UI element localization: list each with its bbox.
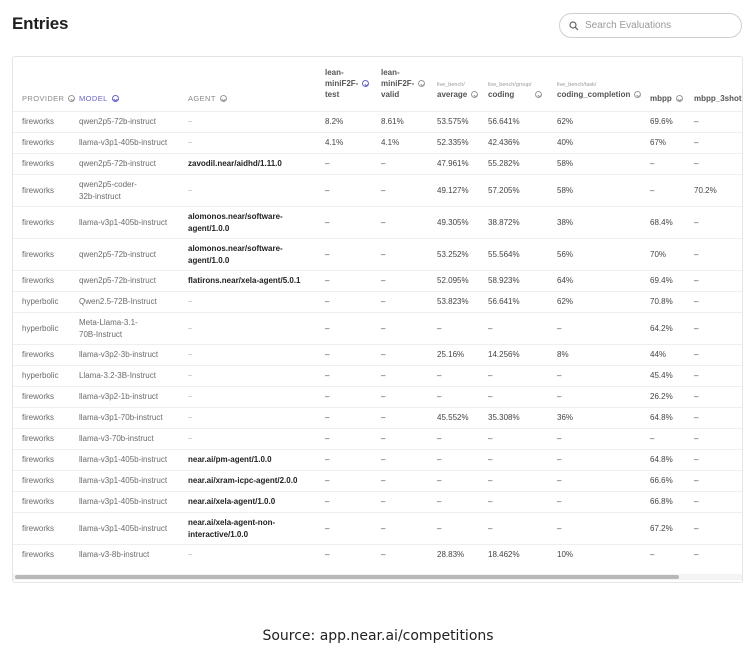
cell-agent: – — [188, 434, 193, 443]
table-row[interactable] — [13, 238, 742, 270]
cell-coding: – — [488, 455, 493, 464]
cell-mbpp3: – — [694, 476, 699, 485]
cell-provider: fireworks — [22, 550, 55, 559]
cell-provider: fireworks — [22, 217, 55, 227]
table-header — [13, 57, 742, 111]
cell-mbpp: 67.2% — [650, 523, 673, 533]
cell-model: Meta-Llama-3.1- 70B-Instruct — [79, 317, 138, 339]
cell-lean-valid: – — [381, 217, 386, 227]
sort-icon[interactable] — [676, 95, 683, 102]
column-header-livebench-average[interactable]: live_bench/ average — [437, 82, 478, 100]
cell-mbpp: 69.4% — [650, 276, 673, 285]
cell-mbpp3: – — [694, 276, 699, 285]
cell-lean-valid: – — [381, 159, 386, 168]
cell-cc: – — [557, 497, 562, 506]
cell-cc: 56% — [557, 249, 574, 259]
cell-model: qwen2p5-72b-instruct — [79, 276, 156, 285]
cell-model: llama-v3-70b-instruct — [79, 434, 154, 443]
cell-avg: 52.335% — [437, 138, 469, 147]
cell-mbpp: – — [650, 185, 655, 195]
cell-lean-valid: – — [381, 350, 386, 359]
cell-model: llama-v3-8b-instruct — [79, 550, 150, 559]
cell-provider: fireworks — [22, 159, 55, 168]
cell-agent: near.ai/xram-icpc-agent/2.0.0 — [188, 476, 298, 485]
cell-provider: fireworks — [22, 350, 55, 359]
cell-lean-valid: – — [381, 476, 386, 485]
cell-coding: – — [488, 476, 493, 485]
cell-avg: 53.252% — [437, 249, 469, 259]
cell-mbpp3: – — [694, 392, 699, 401]
cell-avg: – — [437, 392, 442, 401]
cell-cc: 64% — [557, 276, 574, 285]
cell-provider: fireworks — [22, 117, 55, 126]
cell-mbpp: 64.8% — [650, 455, 673, 464]
cell-agent: alomonos.near/software- agent/1.0.0 — [188, 211, 283, 233]
table-row[interactable] — [13, 270, 742, 291]
cell-lean-test: – — [325, 497, 330, 506]
cell-coding: – — [488, 523, 493, 533]
cell-lean-test: 4.1% — [325, 138, 344, 147]
cell-cc: 58% — [557, 159, 574, 168]
sort-icon[interactable] — [471, 91, 478, 98]
cell-model: Qwen2.5-72B-Instruct — [79, 297, 157, 306]
cell-lean-valid: – — [381, 276, 386, 285]
cell-mbpp3: – — [694, 138, 699, 147]
cell-mbpp3: – — [694, 217, 699, 227]
cell-provider: fireworks — [22, 392, 55, 401]
cell-avg: – — [437, 371, 442, 380]
cell-mbpp3: – — [694, 249, 699, 259]
cell-mbpp3: – — [694, 413, 699, 422]
cell-lean-test: – — [325, 455, 330, 464]
cell-avg: 52.095% — [437, 276, 469, 285]
cell-agent: – — [188, 138, 193, 147]
cell-mbpp: 64.2% — [650, 323, 673, 333]
sort-icon[interactable] — [535, 91, 542, 98]
cell-avg: 53.575% — [437, 117, 469, 126]
cell-coding: – — [488, 497, 493, 506]
cell-cc: – — [557, 392, 562, 401]
table-row[interactable] — [13, 491, 742, 512]
cell-model: Llama-3.2-3B-Instruct — [79, 371, 156, 380]
cell-provider: hyperbolic — [22, 323, 59, 333]
cell-avg: 47.961% — [437, 159, 469, 168]
column-header-livebench-coding[interactable]: live_bench/group/ coding — [488, 82, 542, 100]
cell-avg: 25.16% — [437, 350, 465, 359]
cell-mbpp3: – — [694, 323, 699, 333]
cell-model: qwen2p5-72b-instruct — [79, 249, 156, 259]
sort-icon[interactable] — [220, 95, 227, 102]
cell-lean-test: – — [325, 185, 330, 195]
cell-coding: 56.641% — [488, 117, 520, 126]
cell-agent: flatirons.near/xela-agent/5.0.1 — [188, 276, 301, 285]
cell-lean-valid: – — [381, 413, 386, 422]
cell-coding: 14.256% — [488, 350, 520, 359]
cell-model: llama-v3p1-405b-instruct — [79, 497, 168, 506]
cell-mbpp3: – — [694, 159, 699, 168]
column-header-agent[interactable]: AGENT — [188, 93, 227, 104]
cell-lean-valid: 8.61% — [381, 117, 404, 126]
cell-provider: fireworks — [22, 476, 55, 485]
cell-lean-valid: – — [381, 185, 386, 195]
table-row[interactable] — [13, 449, 742, 470]
cell-provider: hyperbolic — [22, 371, 59, 380]
cell-mbpp: 45.4% — [650, 371, 673, 380]
cell-model: llama-v3p2-3b-instruct — [79, 350, 159, 359]
cell-mbpp: 26.2% — [650, 392, 673, 401]
cell-mbpp: – — [650, 434, 655, 443]
cell-cc: – — [557, 371, 562, 380]
cell-mbpp3: – — [694, 434, 699, 443]
source-caption: Source: app.near.ai/competitions — [262, 628, 494, 644]
cell-mbpp: 69.6% — [650, 117, 673, 126]
cell-lean-test: – — [325, 249, 330, 259]
cell-model: llama-v3p1-405b-instruct — [79, 476, 168, 485]
cell-model: qwen2p5-coder- 32b-instruct — [79, 179, 137, 201]
cell-lean-valid: – — [381, 371, 386, 380]
cell-agent: – — [188, 392, 193, 401]
cell-lean-test: – — [325, 323, 330, 333]
cell-coding: 58.923% — [488, 276, 520, 285]
cell-lean-test: – — [325, 434, 330, 443]
cell-model: llama-v3p1-405b-instruct — [79, 523, 168, 533]
cell-lean-valid: – — [381, 323, 386, 333]
cell-mbpp: – — [650, 550, 655, 559]
cell-cc: 10% — [557, 550, 574, 559]
sort-icon[interactable] — [634, 91, 641, 98]
cell-mbpp: 70.8% — [650, 297, 673, 306]
cell-lean-valid: – — [381, 455, 386, 464]
cell-lean-valid: 4.1% — [381, 138, 400, 147]
table-row[interactable] — [13, 312, 742, 344]
sort-icon[interactable] — [418, 80, 425, 87]
table-row[interactable] — [13, 344, 742, 365]
cell-model: llama-v3p1-405b-instruct — [79, 455, 168, 464]
cell-cc: – — [557, 434, 562, 443]
cell-mbpp: 66.6% — [650, 476, 673, 485]
cell-cc: 36% — [557, 413, 574, 422]
cell-provider: fireworks — [22, 276, 55, 285]
table-row[interactable] — [13, 428, 742, 449]
cell-cc: 40% — [557, 138, 574, 147]
table-row[interactable] — [13, 206, 742, 238]
cell-provider: fireworks — [22, 434, 55, 443]
cell-mbpp3: – — [694, 297, 699, 306]
column-header-lean-valid[interactable]: lean- miniF2F- valid — [381, 67, 425, 100]
cell-coding: 55.564% — [488, 249, 520, 259]
cell-lean-test: – — [325, 276, 330, 285]
cell-mbpp3: – — [694, 350, 699, 359]
cell-lean-test: – — [325, 350, 330, 359]
cell-lean-valid: – — [381, 497, 386, 506]
cell-model: llama-v3p1-70b-instruct — [79, 413, 163, 422]
cell-lean-test: – — [325, 550, 330, 559]
cell-coding: 57.205% — [488, 185, 520, 195]
sort-icon[interactable] — [362, 80, 369, 87]
cell-cc: 62% — [557, 297, 574, 306]
cell-coding: – — [488, 371, 493, 380]
cell-model: llama-v3p1-405b-instruct — [79, 138, 168, 147]
cell-cc: – — [557, 455, 562, 464]
sort-icon[interactable] — [68, 95, 75, 102]
cell-cc: – — [557, 323, 562, 333]
cell-lean-test: – — [325, 523, 330, 533]
cell-provider: fireworks — [22, 413, 55, 422]
column-header-livebench-coding-completion[interactable]: live_bench/task/ coding_completion — [557, 82, 641, 100]
cell-cc: – — [557, 476, 562, 485]
table-row[interactable] — [13, 132, 742, 153]
cell-coding: 18.462% — [488, 550, 520, 559]
cell-agent: near.ai/xela-agent/1.0.0 — [188, 497, 276, 506]
cell-coding: – — [488, 323, 493, 333]
cell-provider: fireworks — [22, 497, 55, 506]
cell-avg: – — [437, 323, 442, 333]
table-row[interactable] — [13, 111, 742, 132]
cell-agent: near.ai/pm-agent/1.0.0 — [188, 455, 272, 464]
cell-lean-valid: – — [381, 523, 386, 533]
cell-model: qwen2p5-72b-instruct — [79, 159, 156, 168]
cell-lean-test: – — [325, 413, 330, 422]
column-header-provider[interactable]: PROVIDER — [22, 93, 75, 104]
cell-model: llama-v3p1-405b-instruct — [79, 217, 168, 227]
cell-agent: – — [188, 297, 193, 306]
cell-agent: – — [188, 371, 193, 380]
search-icon — [569, 21, 579, 31]
cell-avg: 49.127% — [437, 185, 469, 195]
cell-provider: fireworks — [22, 138, 55, 147]
cell-coding: 55.282% — [488, 159, 520, 168]
cell-mbpp: 64.8% — [650, 413, 673, 422]
cell-agent: zavodil.near/aidhd/1.11.0 — [188, 159, 282, 168]
entries-table — [12, 56, 743, 583]
cell-avg: 53.823% — [437, 297, 469, 306]
cell-lean-test: – — [325, 371, 330, 380]
cell-mbpp: 44% — [650, 350, 667, 359]
page-title: Entries — [12, 14, 69, 33]
cell-mbpp3: – — [694, 371, 699, 380]
cell-coding: – — [488, 434, 493, 443]
cell-coding: 42.436% — [488, 138, 520, 147]
cell-lean-test: – — [325, 159, 330, 168]
cell-lean-test: 8.2% — [325, 117, 344, 126]
cell-lean-valid: – — [381, 392, 386, 401]
cell-avg: – — [437, 476, 442, 485]
cell-cc: 62% — [557, 117, 574, 126]
cell-mbpp3: – — [694, 117, 699, 126]
table-row[interactable] — [13, 174, 742, 206]
cell-mbpp3: – — [694, 523, 699, 533]
cell-mbpp: – — [650, 159, 655, 168]
cell-provider: fireworks — [22, 523, 55, 533]
cell-mbpp: 70% — [650, 249, 667, 259]
cell-mbpp3: 70.2% — [694, 185, 717, 195]
table-row[interactable] — [13, 291, 742, 312]
column-header-mbpp-3shot[interactable]: mbpp_3shot — [694, 94, 742, 103]
cell-lean-test: – — [325, 217, 330, 227]
cell-cc: 38% — [557, 217, 574, 227]
column-header-mbpp[interactable]: mbpp — [650, 93, 683, 104]
cell-agent: – — [188, 550, 193, 559]
search-box[interactable] — [559, 13, 742, 38]
cell-avg: 28.83% — [437, 550, 465, 559]
cell-lean-valid: – — [381, 434, 386, 443]
table-row[interactable] — [13, 407, 742, 428]
cell-provider: fireworks — [22, 455, 55, 464]
cell-provider: fireworks — [22, 185, 55, 195]
cell-agent: – — [188, 117, 193, 126]
cell-lean-valid: – — [381, 550, 386, 559]
cell-agent: – — [188, 323, 193, 333]
cell-lean-test: – — [325, 297, 330, 306]
cell-coding: 56.641% — [488, 297, 520, 306]
cell-lean-test: – — [325, 476, 330, 485]
cell-avg: 49.305% — [437, 217, 469, 227]
table-row[interactable] — [13, 365, 742, 386]
cell-coding: 35.308% — [488, 413, 520, 422]
cell-cc: 8% — [557, 350, 569, 359]
cell-cc: 58% — [557, 185, 574, 195]
column-header-lean-test[interactable]: lean- miniF2F- test — [325, 67, 369, 100]
column-header-model[interactable]: MODEL — [79, 93, 119, 104]
cell-agent: – — [188, 350, 193, 359]
cell-mbpp3: – — [694, 497, 699, 506]
cell-lean-test: – — [325, 392, 330, 401]
cell-mbpp3: – — [694, 455, 699, 464]
cell-avg: – — [437, 455, 442, 464]
cell-mbpp: 67% — [650, 138, 667, 147]
cell-avg: – — [437, 523, 442, 533]
table-row[interactable] — [13, 512, 742, 544]
cell-model: llama-v3p2-1b-instruct — [79, 392, 159, 401]
table-row[interactable] — [13, 470, 742, 491]
table-row[interactable] — [13, 544, 742, 565]
cell-cc: – — [557, 523, 562, 533]
cell-mbpp: 68.4% — [650, 217, 673, 227]
cell-provider: fireworks — [22, 249, 55, 259]
horizontal-scrollbar-thumb[interactable] — [15, 575, 679, 579]
cell-model: qwen2p5-72b-instruct — [79, 117, 156, 126]
cell-lean-valid: – — [381, 297, 386, 306]
cell-agent: – — [188, 413, 193, 422]
cell-avg: – — [437, 497, 442, 506]
cell-lean-valid: – — [381, 249, 386, 259]
cell-agent: alomonos.near/software- agent/1.0.0 — [188, 243, 283, 265]
sort-icon[interactable] — [112, 95, 119, 102]
cell-coding: – — [488, 392, 493, 401]
cell-coding: 38.872% — [488, 217, 520, 227]
cell-mbpp3: – — [694, 550, 699, 559]
table-row[interactable] — [13, 386, 742, 407]
cell-avg: 45.552% — [437, 413, 469, 422]
search-input[interactable] — [585, 20, 735, 31]
table-row[interactable] — [13, 153, 742, 174]
cell-provider: hyperbolic — [22, 297, 59, 306]
cell-mbpp: 66.8% — [650, 497, 673, 506]
cell-agent: near.ai/xela-agent-non- interactive/1.0.0 — [188, 517, 276, 539]
cell-avg: – — [437, 434, 442, 443]
cell-agent: – — [188, 185, 193, 195]
